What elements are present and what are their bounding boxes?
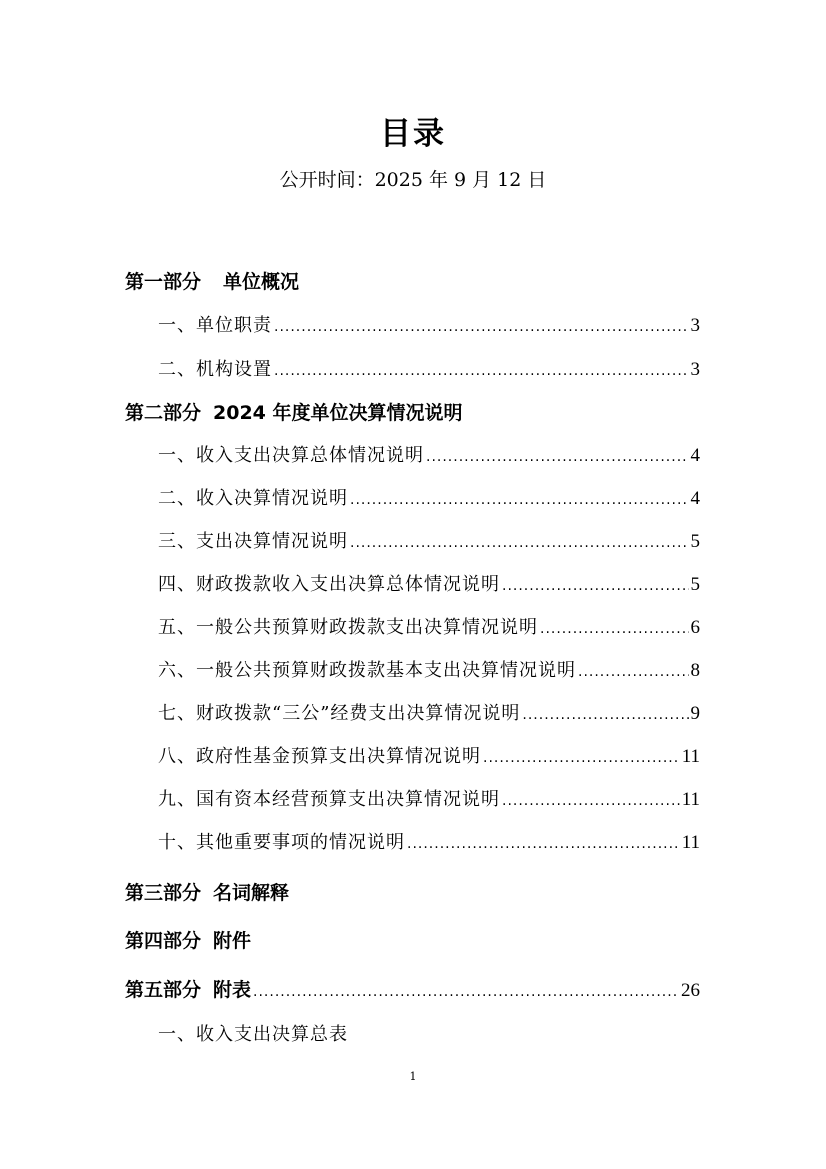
part-title: 附表	[213, 979, 252, 1001]
page-number: 1	[409, 1070, 417, 1083]
toc-entry-page: 11	[681, 746, 700, 767]
toc-entry-page: 26	[681, 980, 700, 1001]
toc-entry-page: 5	[690, 531, 700, 552]
toc-entry[interactable]	[125, 831, 700, 856]
toc-entry[interactable]	[125, 444, 700, 469]
dot-leader	[274, 315, 689, 339]
toc-entry-page: 3	[690, 315, 700, 336]
toc-entry-label: 一、单位职责	[158, 315, 272, 336]
toc-entry-page: 8	[690, 660, 700, 681]
toc-entry-label: 二、收入决算情况说明	[158, 488, 348, 509]
toc-entry-page: 3	[690, 359, 700, 380]
dot-leader	[407, 832, 680, 856]
toc-entry-page: 4	[690, 488, 700, 509]
toc-part-5[interactable]	[125, 978, 700, 1004]
toc-entry[interactable]	[125, 702, 700, 727]
toc-entry-label: 二、机构设置	[158, 359, 272, 380]
toc-part-1[interactable]	[125, 270, 700, 294]
toc-entry[interactable]	[125, 530, 700, 555]
toc-entry-page: 9	[690, 703, 700, 724]
toc-entry[interactable]	[125, 616, 700, 641]
toc-entry-label: 三、支出决算情况说明	[158, 531, 348, 552]
toc-entry[interactable]	[125, 573, 700, 598]
part-title: 名词解释	[213, 882, 290, 904]
part-title: 单位概况	[223, 271, 300, 293]
table-of-contents	[125, 270, 700, 1047]
dot-leader	[578, 660, 689, 684]
part-title: 附件	[213, 930, 252, 952]
toc-part-3[interactable]	[125, 881, 700, 905]
page-title: 目录	[380, 116, 446, 152]
dot-leader	[350, 531, 689, 555]
toc-entry[interactable]	[125, 745, 700, 770]
toc-entry[interactable]	[125, 788, 700, 813]
toc-entry-page: 5	[690, 574, 700, 595]
part-number: 第一部分	[125, 271, 202, 293]
toc-entry-page: 11	[681, 789, 700, 810]
dot-leader	[350, 488, 689, 512]
dot-leader	[502, 789, 680, 813]
part-number: 第四部分	[125, 930, 202, 952]
dot-leader	[483, 746, 680, 770]
dot-leader	[426, 445, 689, 469]
toc-entry-label: 一、收入支出决算总体情况说明	[158, 445, 424, 466]
dot-leader	[522, 703, 688, 727]
toc-entry-label: 五、一般公共预算财政拨款支出决算情况说明	[158, 617, 538, 638]
publish-date: 公开时间：2025 年 9 月 12 日	[279, 169, 547, 191]
toc-entry-label: 八、政府性基金预算支出决算情况说明	[158, 746, 481, 767]
toc-entry-label: 九、国有资本经营预算支出决算情况说明	[158, 789, 500, 810]
toc-entry-page: 6	[690, 617, 700, 638]
dot-leader	[253, 980, 679, 1004]
toc-entry[interactable]	[125, 358, 700, 383]
dot-leader	[274, 359, 689, 383]
part-number: 第二部分	[125, 402, 202, 424]
toc-entry-page: 11	[681, 832, 700, 853]
dot-leader	[502, 574, 689, 598]
part-number: 第三部分	[125, 882, 202, 904]
toc-entry-label: 十、其他重要事项的情况说明	[158, 832, 405, 853]
toc-part-4[interactable]	[125, 929, 700, 953]
toc-entry[interactable]	[125, 1023, 700, 1047]
toc-entry-label: 一、收入支出决算总表	[158, 1024, 348, 1045]
part-number: 第五部分	[125, 979, 202, 1001]
toc-entry-label: 六、一般公共预算财政拨款基本支出决算情况说明	[158, 660, 576, 681]
toc-part-2[interactable]	[125, 401, 700, 425]
toc-entry-label: 四、财政拨款收入支出决算总体情况说明	[158, 574, 500, 595]
toc-entry-page: 4	[690, 445, 700, 466]
dot-leader	[540, 617, 689, 641]
toc-entry[interactable]	[125, 314, 700, 339]
toc-entry[interactable]	[125, 659, 700, 684]
toc-entry-label: 七、财政拨款“三公”经费支出决算情况说明	[158, 703, 521, 724]
toc-entry[interactable]	[125, 487, 700, 512]
part-title: 2024 年度单位决算情况说明	[213, 402, 463, 424]
